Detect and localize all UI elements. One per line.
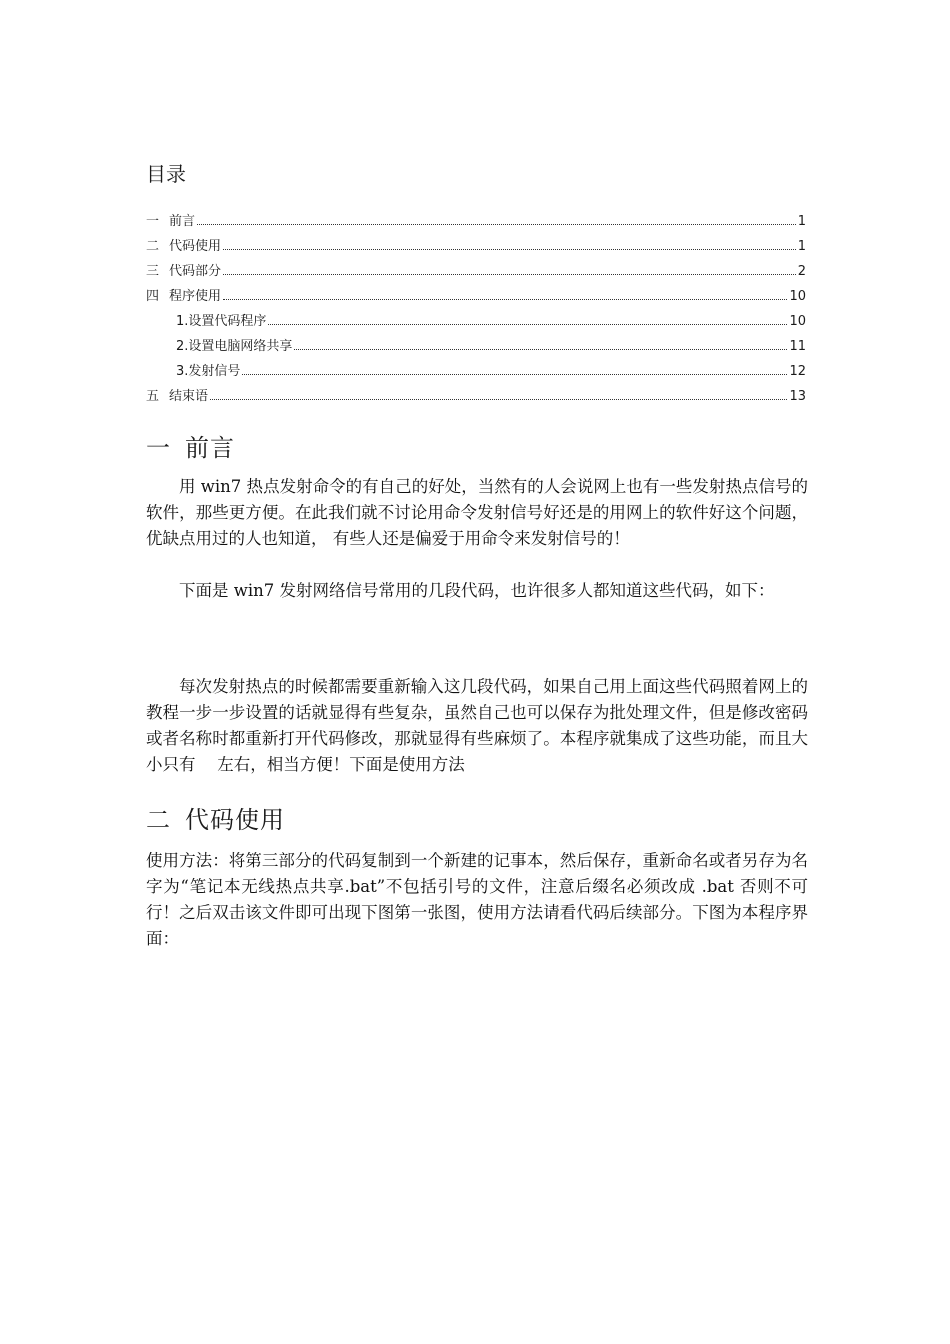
toc-leader-dots [268,323,787,325]
toc-entry-number: 五 [146,389,160,404]
toc-entry-number: 二 [146,239,160,254]
toc-entry-page: 13 [789,389,806,404]
toc-entry[interactable] [146,229,806,254]
toc-subentry[interactable] [146,354,806,379]
toc-subentry[interactable] [146,329,806,354]
toc-entry-page: 10 [789,289,806,304]
toc-entry-label: 2.设置电脑网络共享 [176,339,293,354]
toc-entry-label: 程序使用 [169,289,222,304]
toc-leader-dots [294,348,787,350]
toc-entry-label: 代码部分 [169,264,222,279]
toc-entry-label: 1.设置代码程序 [176,314,267,329]
toc-leader-dots [223,298,787,300]
toc-subentry[interactable] [146,304,806,329]
toc-entry-page: 1 [797,239,806,254]
toc-entry[interactable] [146,279,806,304]
section-heading-code-usage [146,800,285,835]
toc-entry-label: 代码使用 [169,239,222,254]
toc-leader-dots [223,273,796,275]
toc-entry-page: 11 [789,339,806,354]
toc-entry-label: 前言 [169,214,196,229]
toc-entry-number: 三 [146,264,160,279]
toc-entry[interactable] [146,254,806,279]
toc-title: 目录 [146,162,186,186]
section-number: 一 [146,434,171,462]
toc-entry-label: 3.发射信号 [176,364,241,379]
paragraph: 下面是 win7 发射网络信号常用的几段代码，也许很多人都知道这些代码，如下： [179,581,775,600]
section-title: 代码使用 [185,806,285,834]
paragraph: 每次发射热点的时候都需要重新输入这几段代码，如果自己用上面这些代码照着网上的教程一步一步设置的话就显得有些复杂，虽然自己也可以保存为批处理文件，但是修改密码或者名称时都重新打开代码修改，那就显得有些麻烦了。本程序就集成了这些功能，而且大小只有 左右，相当方便！下面是使用方法 [146,677,808,774]
section-heading-preface [146,428,235,463]
toc-entry-page: 1 [797,214,806,229]
section-title: 前言 [185,434,235,462]
section-number: 二 [146,806,171,834]
toc-entry[interactable] [146,379,806,404]
toc-entry-page: 12 [789,364,806,379]
toc-leader-dots [210,398,787,400]
paragraph: 用 win7 热点发射命令的有自己的好处，当然有的人会说网上也有一些发射热点信号的软件，那些更方便。在此我们就不讨论用命令发射信号好还是的用网上的软件好这个问题，优缺点用过的人也知道， 有些人还是偏爱于用命令来发射信号的！ [146,477,808,548]
toc-entry[interactable] [146,204,806,229]
toc-entry-number: 四 [146,289,160,304]
toc-entry-label: 结束语 [169,389,209,404]
toc-entry-page: 2 [797,264,806,279]
paragraph: 使用方法：将第三部分的代码复制到一个新建的记事本，然后保存，重新命名或者另存为名字为“笔记本无线热点共享.bat”不包括引号的文件，注意后缀名必须改成 .bat 否则不可行！之后双击该文件即可出现下图第一张图，使用方法请看代码后续部分。下图为本程序界面： [146,851,808,948]
toc-leader-dots [223,248,796,250]
toc-leader-dots [242,373,787,375]
table-of-contents [146,204,806,404]
toc-leader-dots [197,223,796,225]
toc-entry-page: 10 [789,314,806,329]
toc-entry-number: 一 [146,214,160,229]
